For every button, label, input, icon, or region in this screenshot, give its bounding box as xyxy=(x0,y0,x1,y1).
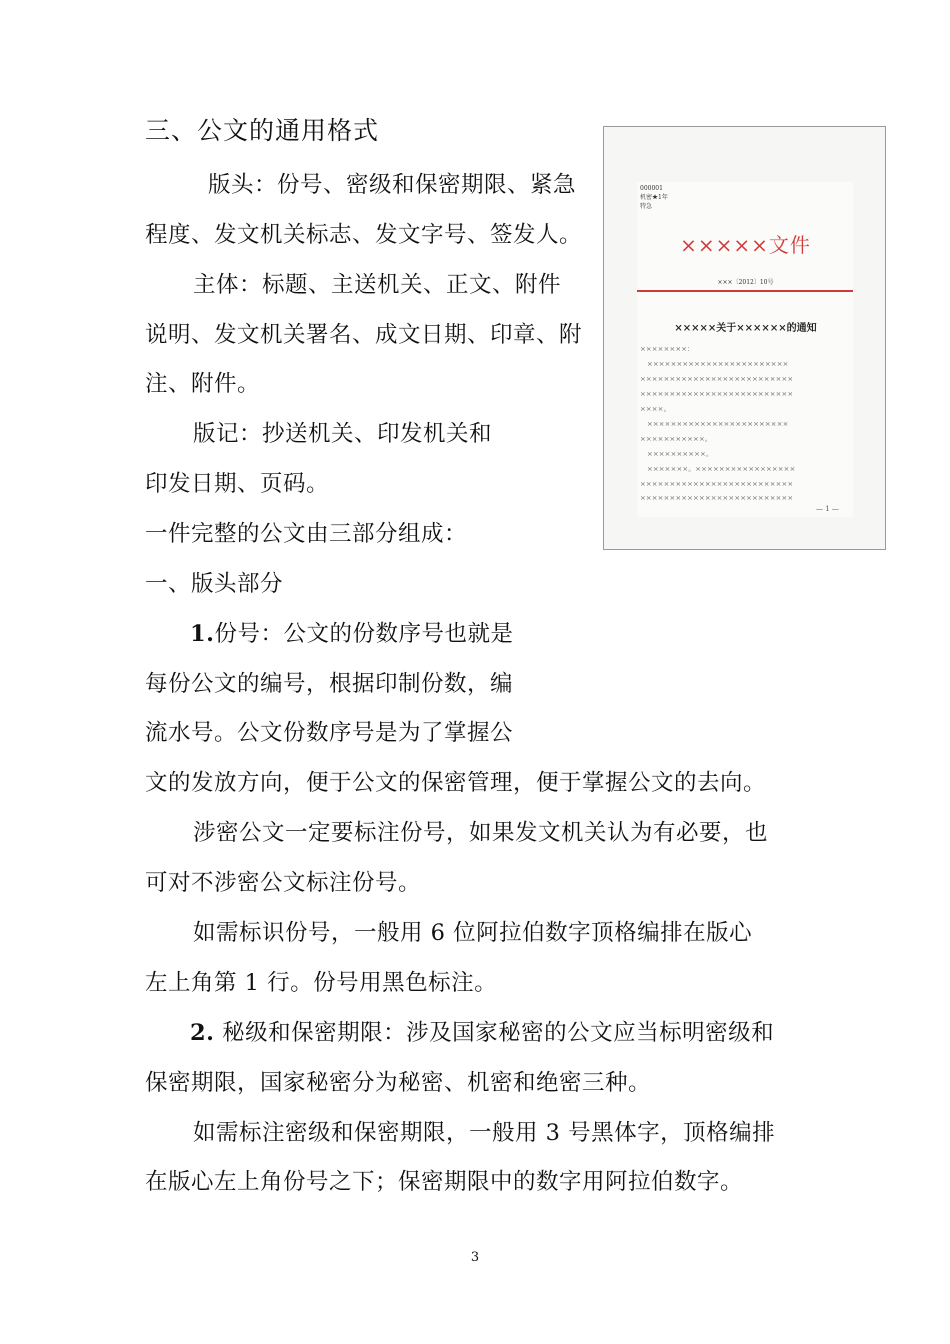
paragraph-line: 说明、发文机关署名、成文日期、印章、附 xyxy=(145,322,583,348)
paragraph-line: 如需标识份号，一般用 6 位阿拉伯数字顶格编排在版心 xyxy=(193,920,753,946)
paragraph-line: 左上角第 1 行。份号用黑色标注。 xyxy=(145,970,498,996)
sample-document-image xyxy=(603,126,886,550)
sample-text-line: ×××××××××××××××××××××××××× xyxy=(640,375,794,383)
paragraph-line: 保密期限，国家秘密分为秘密、机密和绝密三种。 xyxy=(145,1070,652,1096)
sample-text-line: ×××××××××××××××××××××××××× xyxy=(640,480,794,488)
sample-urgency: 特急 xyxy=(640,203,653,210)
paragraph-line: 可对不涉密公文标注份号。 xyxy=(145,870,422,896)
paragraph-line: 在版心左上角份号之下；保密期限中的数字用阿拉伯数字。 xyxy=(145,1169,744,1195)
paragraph-line: 文的发放方向，便于公文的保密管理，便于掌握公文的去向。 xyxy=(145,770,767,796)
paragraph-line xyxy=(190,619,514,649)
sample-text-line: ×××××××××××××××××××××××××× xyxy=(640,390,794,398)
item-text: 份号：公文的份数序号也就是 xyxy=(214,621,514,647)
sample-text-line: ××××。 xyxy=(640,405,671,413)
sample-doc-number: ×××〔2012〕10号 xyxy=(717,279,774,286)
sample-secret-level: 机密★1年 xyxy=(640,194,668,201)
paragraph-line: 注、附件。 xyxy=(145,371,261,397)
sample-text-line: ××××××××： xyxy=(640,345,695,353)
sample-text-line: ×××××××××××××××××××××××××× xyxy=(640,494,794,502)
sample-text-line: ×××××××××××××××××××××××× xyxy=(640,360,789,368)
subsection-heading: 一、版头部分 xyxy=(145,571,284,597)
paragraph-line xyxy=(190,1018,774,1048)
paragraph-line: 每份公文的编号，根据印制份数，编 xyxy=(145,671,514,697)
sample-text-line: ×××××××。××××××××××××××××× xyxy=(640,465,796,473)
sample-page-mark: — 1 — xyxy=(816,505,839,513)
sample-org-mark: ×××××文件 xyxy=(680,233,811,257)
item-number: 2. xyxy=(190,1020,215,1046)
paragraph-line: 主体：标题、主送机关、正文、附件 xyxy=(193,272,562,298)
paragraph-line: 一件完整的公文由三部分组成： xyxy=(145,521,468,547)
sample-text-line: ××××××××××。 xyxy=(640,450,713,458)
paragraph-line: 版头：份号、密级和保密期限、紧急 xyxy=(208,172,577,198)
sample-doc-title: ×××××关于××××××的通知 xyxy=(674,323,817,334)
paragraph-line: 如需标注密级和保密期限，一般用 3 号黑体字，顶格编排 xyxy=(193,1120,776,1146)
item-text: 秘级和保密期限：涉及国家秘密的公文应当标明密级和 xyxy=(214,1020,775,1046)
paragraph-line: 印发日期、页码。 xyxy=(145,471,330,497)
sample-copy-number: 000001 xyxy=(640,185,663,192)
paragraph-line: 版记：抄送机关、印发机关和 xyxy=(193,421,493,447)
paragraph-line: 程度、发文机关标志、发文字号、签发人。 xyxy=(145,222,583,248)
sample-text-line: ×××××××××××。 xyxy=(640,435,712,443)
section-heading: 三、公文的通用格式 xyxy=(145,116,380,145)
item-number: 1. xyxy=(190,621,215,647)
page-number: 3 xyxy=(470,1250,480,1265)
sample-red-separator xyxy=(637,290,853,292)
paragraph-line: 流水号。公文份数序号是为了掌握公 xyxy=(145,720,514,746)
sample-text-line: ×××××××××××××××××××××××× xyxy=(640,420,789,428)
paragraph-line: 涉密公文一定要标注份号，如果发文机关认为有必要，也 xyxy=(193,820,769,846)
